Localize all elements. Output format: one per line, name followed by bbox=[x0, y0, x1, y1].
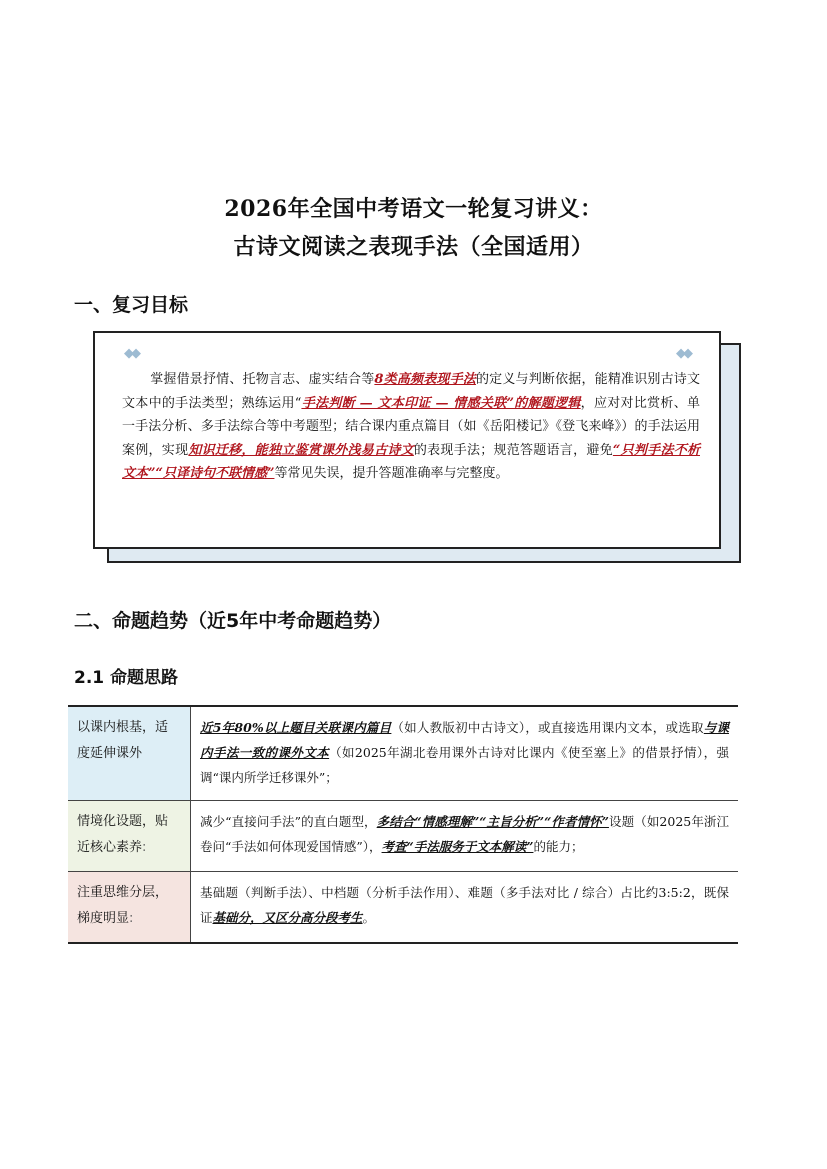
body-text: 基础题（判断手法）、中档题（分析手法作用）、难题（多手法对比 / 综合）占比约3:5:2，既保证 bbox=[200, 885, 729, 925]
subsection-heading-approach: 2.1 命题思路 bbox=[74, 668, 179, 688]
row-label-colon: : bbox=[142, 840, 147, 855]
row-label-line: 近核心素养 bbox=[77, 840, 143, 855]
diamond-left-icon: ◆◆ bbox=[124, 346, 138, 361]
emphasis-text: 基础分，又区分高分段考生 bbox=[212, 910, 363, 925]
title-line-1: 2026年全国中考语文一轮复习讲义： bbox=[224, 196, 603, 222]
row-label bbox=[68, 706, 191, 801]
row-label-colon: : bbox=[129, 911, 134, 926]
goal-text bbox=[122, 368, 700, 486]
goal-emphasis: “只判手法不析文本” bbox=[122, 442, 700, 481]
row-label-line: 梯度明显 bbox=[77, 911, 130, 926]
goal-text-segment: 的定义与判断依据，能精准识别古诗文文本中的手法类型；熟练运用“ bbox=[122, 372, 700, 411]
body-text: （如人教版初中古诗文），或直接选用课内文本，或选取 bbox=[391, 720, 704, 735]
goal-emphasis: 8类高频表现手法 bbox=[374, 372, 476, 387]
row-label bbox=[68, 872, 191, 944]
table-row bbox=[68, 706, 738, 801]
row-content bbox=[191, 706, 739, 801]
goal-emphasis: 手法判断 — 文本印证 — 情感关联”的解题逻辑 bbox=[301, 395, 581, 411]
goal-text-segment: ，应对对比赏析、单一手法分析、多手法综合等中考题型；结合课内重点篇目（如《岳阳楼记》《登飞来峰》）的手法运用案例，实现 bbox=[122, 395, 700, 458]
body-text: 设题（如2025年浙江卷问“手法如何体现爱国情感”）， bbox=[200, 814, 729, 854]
table-row bbox=[68, 801, 738, 872]
goal-text-segment: 等常见失误，提升答题准确率与完整度。 bbox=[274, 466, 509, 481]
body-text: （如2025年湖北卷用课外古诗对比课内《使至塞上》的借景抒情），强调“课内所学迁移课外”； bbox=[200, 745, 729, 785]
row-label-line: 以课内根基，适 bbox=[77, 720, 169, 735]
section-heading-trends: 二、命题趋势（近5年中考命题趋势） bbox=[74, 610, 392, 632]
trend-table bbox=[68, 705, 738, 944]
body-text: 减少“直接问手法”的直白题型， bbox=[200, 814, 377, 829]
row-label-line: 注重思维分层， bbox=[77, 885, 169, 900]
row-label-line: 情境化设题，贴 bbox=[77, 814, 169, 829]
row-label bbox=[68, 801, 191, 872]
goal-text-segment: 的表现手法；规范答题语言，避免 bbox=[413, 442, 613, 458]
goal-text-segment: 掌握借景抒情、托物言志、虚实结合等 bbox=[150, 372, 375, 387]
diamond-right-icon: ◆◆ bbox=[676, 346, 690, 361]
body-text: 。 bbox=[362, 910, 376, 925]
goal-emphasis: “只译诗句不联情感” bbox=[155, 466, 275, 481]
emphasis-text: 考查“手法服务于文本解读” bbox=[381, 839, 534, 854]
table-row bbox=[68, 872, 738, 944]
emphasis-text: 近5年80%以上题目关联课内篇目 bbox=[200, 720, 392, 735]
row-label-line: 度延伸课外 bbox=[77, 746, 143, 761]
section-heading-review-goals: 一、复习目标 bbox=[74, 294, 189, 316]
goal-emphasis: 知识迁移，能独立鉴赏课外浅易古诗文 bbox=[188, 442, 414, 458]
emphasis-text: 多结合“情感理解”“主旨分析”“作者情怀” bbox=[376, 814, 609, 829]
row-content bbox=[191, 872, 739, 944]
document-title bbox=[0, 190, 827, 266]
emphasis-text: 与课内手法一致的课外文本 bbox=[200, 720, 729, 760]
row-content bbox=[191, 801, 739, 872]
body-text: 的能力； bbox=[533, 839, 584, 854]
title-line-2: 古诗文阅读之表现手法（全国适用） bbox=[233, 234, 594, 260]
